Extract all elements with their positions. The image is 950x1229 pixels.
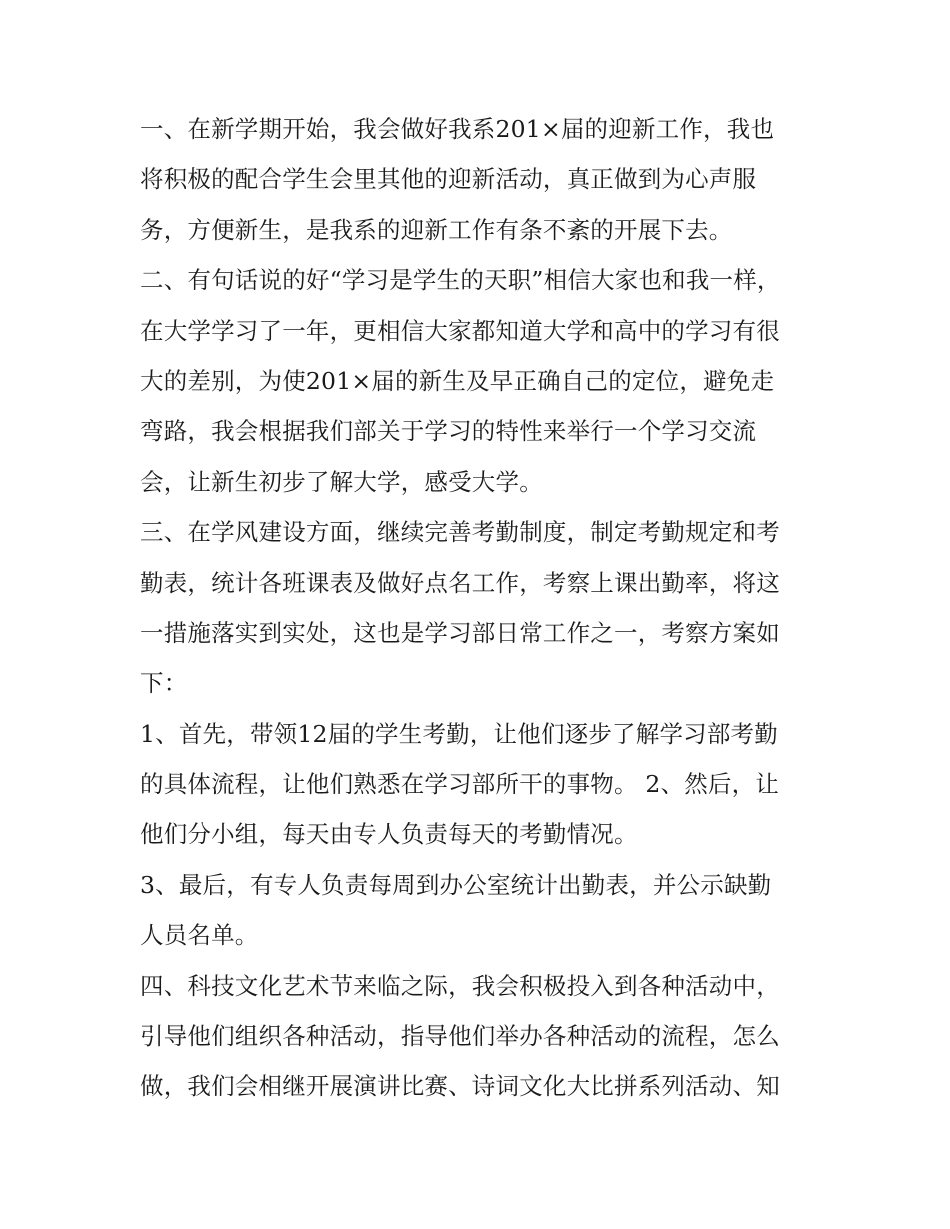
text-line: 下： bbox=[140, 669, 188, 698]
text-line: 勤表，统计各班课表及做好点名工作，考察上课出勤率，将这 bbox=[140, 568, 780, 597]
text-line: 的具体流程，让他们熟悉在学习部所干的事物。 2、然后，让 bbox=[140, 770, 780, 799]
text-line: 一、在新学期开始，我会做好我系201×届的迎新工作，我也 bbox=[140, 115, 775, 143]
text-line: 务，方便新生，是我系的迎新工作有条不紊的开展下去。 bbox=[140, 215, 733, 244]
text-line: 一措施落实到实处，这也是学习部日常工作之一，考察方案如 bbox=[140, 618, 780, 647]
text-line: 二、有句话说的好“学习是学生的天职”相信大家也和我一样， bbox=[140, 266, 781, 295]
text-line: 将积极的配合学生会里其他的迎新活动，真正做到为心声服 bbox=[140, 165, 757, 194]
text-line: 1、首先，带领12届的学生考勤，让他们逐步了解学习部考勤 bbox=[140, 719, 778, 748]
text-line: 弯路，我会根据我们部关于学习的特性来举行一个学习交流 bbox=[140, 417, 757, 446]
text-line: 做，我们会相继开展演讲比赛、诗词文化大比拼系列活动、知 bbox=[140, 1072, 780, 1101]
text-line: 四、科技文化艺术节来临之际，我会积极投入到各种活动中， bbox=[140, 971, 780, 1000]
text-line: 引导他们组织各种活动，指导他们举办各种活动的流程，怎么 bbox=[140, 1022, 780, 1051]
text-line: 三、在学风建设方面，继续完善考勤制度，制定考勤规定和考 bbox=[140, 518, 780, 547]
text-line: 人员名单。 bbox=[140, 921, 259, 950]
document-body bbox=[140, 104, 820, 1112]
text-line: 3、最后，有专人负责每周到办公室统计出勤表，并公示缺勤 bbox=[140, 870, 772, 899]
text-line: 会，让新生初步了解大学，感受大学。 bbox=[140, 467, 543, 496]
text-line: 在大学学习了一年，更相信大家都知道大学和高中的学习有很 bbox=[140, 316, 780, 345]
text-line: 大的差别，为使201×届的新生及早正确自己的定位，避免走 bbox=[140, 366, 775, 395]
text-line: 他们分小组，每天由专人负责每天的考勤情况。 bbox=[140, 820, 638, 849]
